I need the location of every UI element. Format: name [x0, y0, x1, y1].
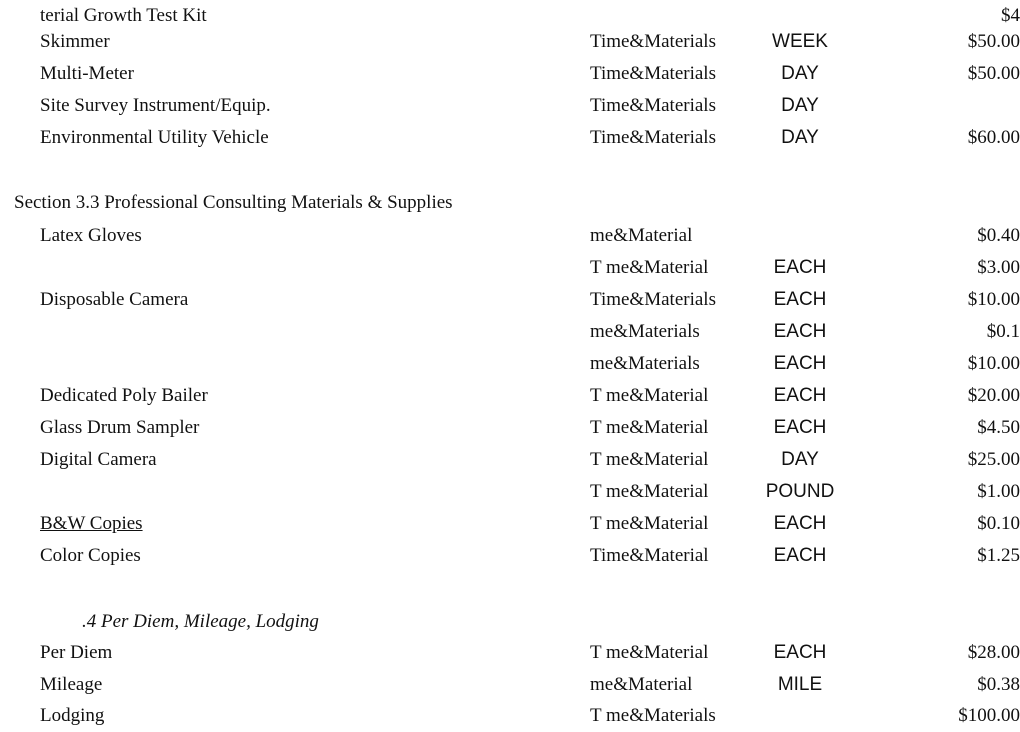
- unit-price: $1.25: [977, 545, 1020, 566]
- line-item-row: [0, 348, 1020, 380]
- section-heading-row: [0, 606, 992, 638]
- billing-unit: WEEK: [772, 31, 828, 52]
- unit-price: $50.00: [967, 31, 1020, 52]
- item-description: Site Survey Instrument/Equip.: [40, 95, 271, 116]
- item-description: terial Growth Test Kit: [40, 5, 207, 26]
- billing-unit: EACH: [773, 642, 827, 663]
- item-description: B&W Copies: [40, 513, 143, 534]
- billing-type: Time&Materials: [590, 95, 716, 116]
- line-item-row: [0, 637, 1020, 669]
- item-description: Glass Drum Sampler: [40, 417, 200, 438]
- unit-price: $50.00: [967, 63, 1020, 84]
- section-heading-row: [0, 187, 992, 219]
- billing-unit: EACH: [773, 289, 827, 310]
- item-description: Dedicated Poly Bailer: [40, 385, 208, 406]
- billing-unit: EACH: [773, 417, 827, 438]
- line-item-row: [0, 316, 1020, 348]
- billing-type: Time&Material: [590, 545, 709, 566]
- billing-unit: DAY: [781, 127, 819, 148]
- billing-unit: EACH: [773, 353, 827, 374]
- unit-price: $0.40: [977, 225, 1020, 246]
- unit-price: $1.00: [977, 481, 1020, 502]
- item-description: Color Copies: [40, 545, 141, 566]
- billing-type: Time&Materials: [590, 31, 716, 52]
- unit-price: $25.00: [967, 449, 1020, 470]
- billing-unit: POUND: [765, 481, 835, 502]
- billing-type: Time&Materials: [590, 289, 716, 310]
- unit-price: $100.00: [958, 705, 1020, 726]
- line-item-row: [0, 26, 1020, 58]
- billing-unit: EACH: [773, 545, 827, 566]
- line-item-row: [0, 58, 1020, 90]
- billing-type: T me&Material: [590, 513, 709, 534]
- line-item-row: [0, 444, 1020, 476]
- line-item-row: [0, 252, 1020, 284]
- billing-unit: DAY: [781, 63, 819, 84]
- line-item-row: [0, 122, 1020, 154]
- unit-price: $0.38: [977, 674, 1020, 695]
- line-item-row: [0, 284, 1020, 316]
- billing-type: me&Material: [590, 225, 693, 246]
- item-description: Per Diem: [40, 642, 113, 663]
- line-item-row: [0, 700, 1020, 732]
- line-item-row: [0, 540, 1020, 572]
- line-item-row: [0, 412, 1020, 444]
- billing-unit: DAY: [781, 95, 819, 116]
- line-item-row: [0, 380, 1020, 412]
- item-description: Environmental Utility Vehicle: [40, 127, 269, 148]
- billing-type: T me&Material: [590, 481, 709, 502]
- billing-type: me&Materials: [590, 353, 700, 374]
- section-title: Section 3.3 Professional Consulting Materials & Supplies: [14, 192, 453, 213]
- line-item-row: [0, 220, 1020, 252]
- item-description: Mileage: [40, 674, 103, 695]
- unit-price: $10.00: [967, 353, 1020, 374]
- billing-unit: EACH: [773, 385, 827, 406]
- billing-type: T me&Material: [590, 417, 709, 438]
- billing-type: T me&Material: [590, 385, 709, 406]
- item-description: Digital Camera: [40, 449, 157, 470]
- item-description: Latex Gloves: [40, 225, 142, 246]
- section-title: .4 Per Diem, Mileage, Lodging: [82, 611, 319, 632]
- unit-price: $0.10: [977, 513, 1020, 534]
- billing-type: me&Material: [590, 674, 693, 695]
- billing-type: Time&Materials: [590, 63, 716, 84]
- item-description: Multi-Meter: [40, 63, 134, 84]
- billing-unit: EACH: [773, 513, 827, 534]
- unit-price: $4: [1001, 5, 1020, 26]
- item-description: Skimmer: [40, 31, 110, 52]
- billing-type: T me&Material: [590, 642, 709, 663]
- unit-price: $0.1: [986, 321, 1020, 342]
- unit-price: $28.00: [967, 642, 1020, 663]
- billing-type: T me&Materials: [590, 705, 716, 726]
- line-item-row: [0, 508, 1020, 540]
- unit-price: $3.00: [977, 257, 1020, 278]
- billing-unit: EACH: [773, 257, 827, 278]
- billing-unit: DAY: [781, 449, 819, 470]
- line-item-row: [0, 669, 1020, 701]
- unit-price: $20.00: [967, 385, 1020, 406]
- billing-type: Time&Materials: [590, 127, 716, 148]
- unit-price: $4.50: [977, 417, 1020, 438]
- billing-unit: MILE: [777, 674, 823, 695]
- billing-type: me&Materials: [590, 321, 700, 342]
- line-item-row: [0, 90, 992, 122]
- unit-price: $10.00: [967, 289, 1020, 310]
- billing-type: T me&Material: [590, 257, 709, 278]
- unit-price: $60.00: [967, 127, 1020, 148]
- item-description: Lodging: [40, 705, 105, 726]
- line-item-row: [0, 476, 1020, 508]
- billing-type: T me&Material: [590, 449, 709, 470]
- billing-unit: EACH: [773, 321, 827, 342]
- item-description: Disposable Camera: [40, 289, 189, 310]
